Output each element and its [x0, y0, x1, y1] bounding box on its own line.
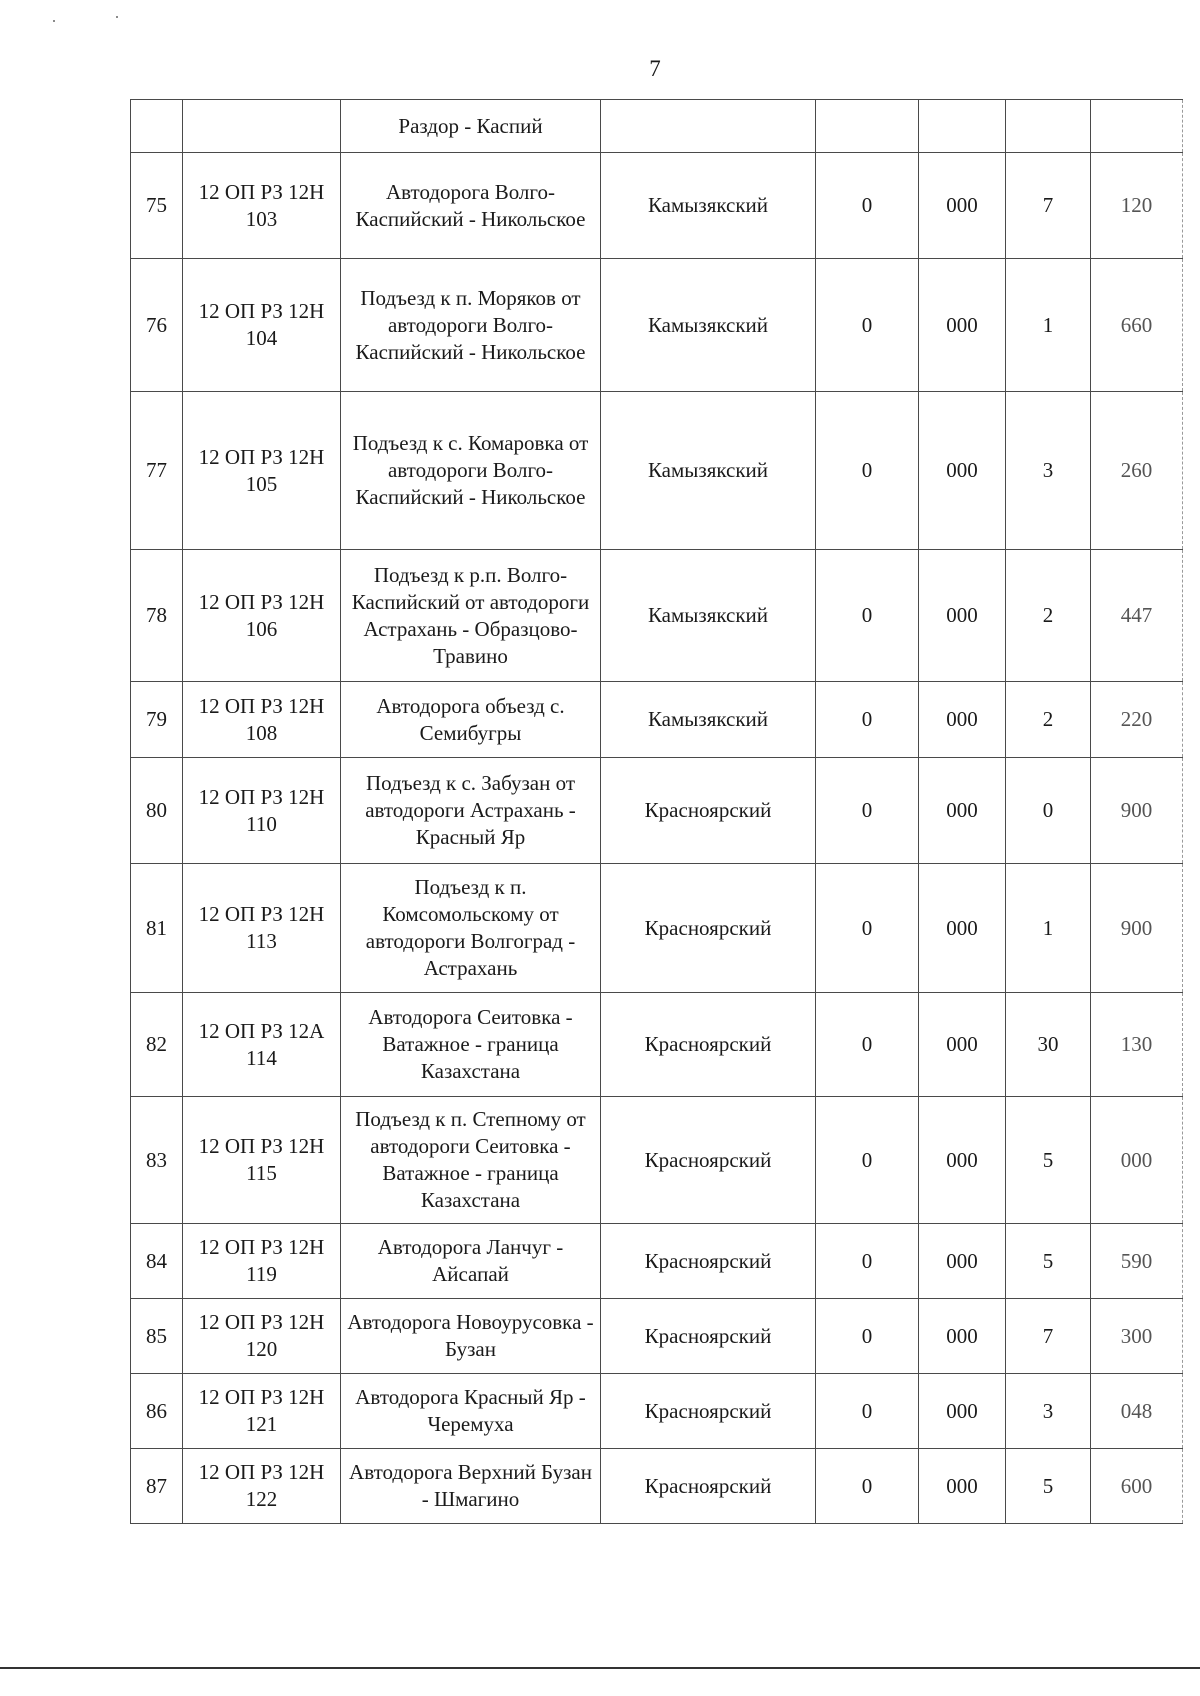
scan-speck — [116, 16, 118, 18]
start-m-cell: 000 — [919, 259, 1006, 392]
row-number-cell: 81 — [131, 864, 183, 993]
end-km-cell: 1 — [1006, 259, 1091, 392]
road-name-cell: Автодорога Новоурусовка - Бузан — [341, 1299, 601, 1374]
end-km-cell: 3 — [1006, 1374, 1091, 1449]
row-number-cell: 82 — [131, 993, 183, 1097]
end-m-cell: 000 — [1091, 1097, 1183, 1224]
start-m-cell: 000 — [919, 864, 1006, 993]
road-code-cell: 12 ОП РЗ 12Н 108 — [183, 682, 341, 758]
end-km-cell: 7 — [1006, 1299, 1091, 1374]
row-number-cell: 80 — [131, 758, 183, 864]
start-km-cell: 0 — [816, 1299, 919, 1374]
district-cell: Красноярский — [601, 1097, 816, 1224]
end-km-cell: 5 — [1006, 1097, 1091, 1224]
road-code-cell: 12 ОП РЗ 12Н 104 — [183, 259, 341, 392]
road-name-cell: Автодорога Верхний Бузан - Шмагино — [341, 1449, 601, 1524]
table-row — [131, 100, 1183, 153]
table-row — [131, 153, 1183, 259]
end-km-cell: 3 — [1006, 392, 1091, 550]
district-cell: Красноярский — [601, 1299, 816, 1374]
road-code-cell: 12 ОП РЗ 12Н 106 — [183, 550, 341, 682]
road-code-cell — [183, 100, 341, 153]
table-row — [131, 550, 1183, 682]
bottom-rule — [0, 1667, 1200, 1669]
start-m-cell: 000 — [919, 1374, 1006, 1449]
start-m-cell: 000 — [919, 1299, 1006, 1374]
end-km-cell: 30 — [1006, 993, 1091, 1097]
road-registry-table — [130, 99, 1183, 1524]
start-km-cell: 0 — [816, 758, 919, 864]
district-cell: Камызякский — [601, 682, 816, 758]
road-name-cell: Раздор - Каспий — [341, 100, 601, 153]
end-m-cell: 048 — [1091, 1374, 1183, 1449]
road-code-cell: 12 ОП РЗ 12А 114 — [183, 993, 341, 1097]
road-name-cell: Автодорога Ланчуг - Айсапай — [341, 1224, 601, 1299]
road-name-cell: Подъезд к п. Степному от автодороги Сеитовка - Ватажное - граница Казахстана — [341, 1097, 601, 1224]
end-m-cell: 660 — [1091, 259, 1183, 392]
table-row — [131, 1299, 1183, 1374]
table-row — [131, 993, 1183, 1097]
end-km-cell — [1006, 100, 1091, 153]
row-number-cell: 77 — [131, 392, 183, 550]
district-cell: Камызякский — [601, 550, 816, 682]
start-km-cell: 0 — [816, 1224, 919, 1299]
end-m-cell: 447 — [1091, 550, 1183, 682]
end-km-cell: 0 — [1006, 758, 1091, 864]
start-m-cell: 000 — [919, 1224, 1006, 1299]
start-m-cell: 000 — [919, 1449, 1006, 1524]
road-code-cell: 12 ОП РЗ 12Н 122 — [183, 1449, 341, 1524]
row-number-cell: 85 — [131, 1299, 183, 1374]
end-m-cell: 900 — [1091, 758, 1183, 864]
table-row — [131, 1224, 1183, 1299]
start-m-cell — [919, 100, 1006, 153]
row-number-cell: 79 — [131, 682, 183, 758]
start-m-cell: 000 — [919, 682, 1006, 758]
start-km-cell: 0 — [816, 153, 919, 259]
row-number-cell — [131, 100, 183, 153]
start-km-cell: 0 — [816, 259, 919, 392]
district-cell — [601, 100, 816, 153]
road-name-cell: Автодорога объезд с. Семибугры — [341, 682, 601, 758]
table-row — [131, 1374, 1183, 1449]
end-km-cell: 5 — [1006, 1449, 1091, 1524]
road-code-cell: 12 ОП РЗ 12Н 115 — [183, 1097, 341, 1224]
row-number-cell: 83 — [131, 1097, 183, 1224]
row-number-cell: 78 — [131, 550, 183, 682]
table-row — [131, 259, 1183, 392]
end-km-cell: 1 — [1006, 864, 1091, 993]
road-code-cell: 12 ОП РЗ 12Н 113 — [183, 864, 341, 993]
table-row — [131, 864, 1183, 993]
end-m-cell: 900 — [1091, 864, 1183, 993]
district-cell: Красноярский — [601, 993, 816, 1097]
end-m-cell: 130 — [1091, 993, 1183, 1097]
end-m-cell: 120 — [1091, 153, 1183, 259]
row-number-cell: 87 — [131, 1449, 183, 1524]
district-cell: Красноярский — [601, 864, 816, 993]
start-m-cell: 000 — [919, 993, 1006, 1097]
district-cell: Камызякский — [601, 259, 816, 392]
end-km-cell: 7 — [1006, 153, 1091, 259]
table-row — [131, 1097, 1183, 1224]
road-code-cell: 12 ОП РЗ 12Н 119 — [183, 1224, 341, 1299]
row-number-cell: 76 — [131, 259, 183, 392]
end-km-cell: 2 — [1006, 550, 1091, 682]
district-cell: Камызякский — [601, 392, 816, 550]
row-number-cell: 84 — [131, 1224, 183, 1299]
start-km-cell: 0 — [816, 993, 919, 1097]
end-m-cell: 590 — [1091, 1224, 1183, 1299]
end-km-cell: 2 — [1006, 682, 1091, 758]
row-number-cell: 86 — [131, 1374, 183, 1449]
road-name-cell: Подъезд к п. Комсомольскому от автодороги Волгоград - Астрахань — [341, 864, 601, 993]
start-m-cell: 000 — [919, 392, 1006, 550]
road-code-cell: 12 ОП РЗ 12Н 110 — [183, 758, 341, 864]
end-m-cell: 260 — [1091, 392, 1183, 550]
road-code-cell: 12 ОП РЗ 12Н 121 — [183, 1374, 341, 1449]
start-m-cell: 000 — [919, 758, 1006, 864]
start-km-cell: 0 — [816, 682, 919, 758]
start-m-cell: 000 — [919, 1097, 1006, 1224]
end-m-cell: 300 — [1091, 1299, 1183, 1374]
district-cell: Красноярский — [601, 1374, 816, 1449]
start-m-cell: 000 — [919, 153, 1006, 259]
end-m-cell: 600 — [1091, 1449, 1183, 1524]
start-km-cell: 0 — [816, 1097, 919, 1224]
start-km-cell: 0 — [816, 864, 919, 993]
start-km-cell — [816, 100, 919, 153]
road-code-cell: 12 ОП РЗ 12Н 105 — [183, 392, 341, 550]
district-cell: Красноярский — [601, 1224, 816, 1299]
start-km-cell: 0 — [816, 1374, 919, 1449]
end-km-cell: 5 — [1006, 1224, 1091, 1299]
start-km-cell: 0 — [816, 1449, 919, 1524]
row-number-cell: 75 — [131, 153, 183, 259]
road-name-cell: Автодорога Сеитовка - Ватажное - граница Казахстана — [341, 993, 601, 1097]
scan-speck — [53, 20, 55, 22]
start-m-cell: 000 — [919, 550, 1006, 682]
road-code-cell: 12 ОП РЗ 12Н 103 — [183, 153, 341, 259]
road-name-cell: Автодорога Красный Яр - Черемуха — [341, 1374, 601, 1449]
start-km-cell: 0 — [816, 392, 919, 550]
road-name-cell: Подъезд к р.п. Волго-Каспийский от автодороги Астрахань - Образцово-Травино — [341, 550, 601, 682]
road-name-cell: Подъезд к с. Забузан от автодороги Астрахань - Красный Яр — [341, 758, 601, 864]
district-cell: Красноярский — [601, 1449, 816, 1524]
district-cell: Красноярский — [601, 758, 816, 864]
table-row — [131, 682, 1183, 758]
district-cell: Камызякский — [601, 153, 816, 259]
road-name-cell: Подъезд к п. Моряков от автодороги Волго-Каспийский - Никольское — [341, 259, 601, 392]
table-row — [131, 758, 1183, 864]
road-name-cell: Подъезд к с. Комаровка от автодороги Волго-Каспийский - Никольское — [341, 392, 601, 550]
table-row — [131, 1449, 1183, 1524]
start-km-cell: 0 — [816, 550, 919, 682]
page-number: 7 — [649, 56, 661, 81]
end-m-cell — [1091, 100, 1183, 153]
end-m-cell: 220 — [1091, 682, 1183, 758]
table-row — [131, 392, 1183, 550]
road-name-cell: Автодорога Волго-Каспийский - Никольское — [341, 153, 601, 259]
road-code-cell: 12 ОП РЗ 12Н 120 — [183, 1299, 341, 1374]
